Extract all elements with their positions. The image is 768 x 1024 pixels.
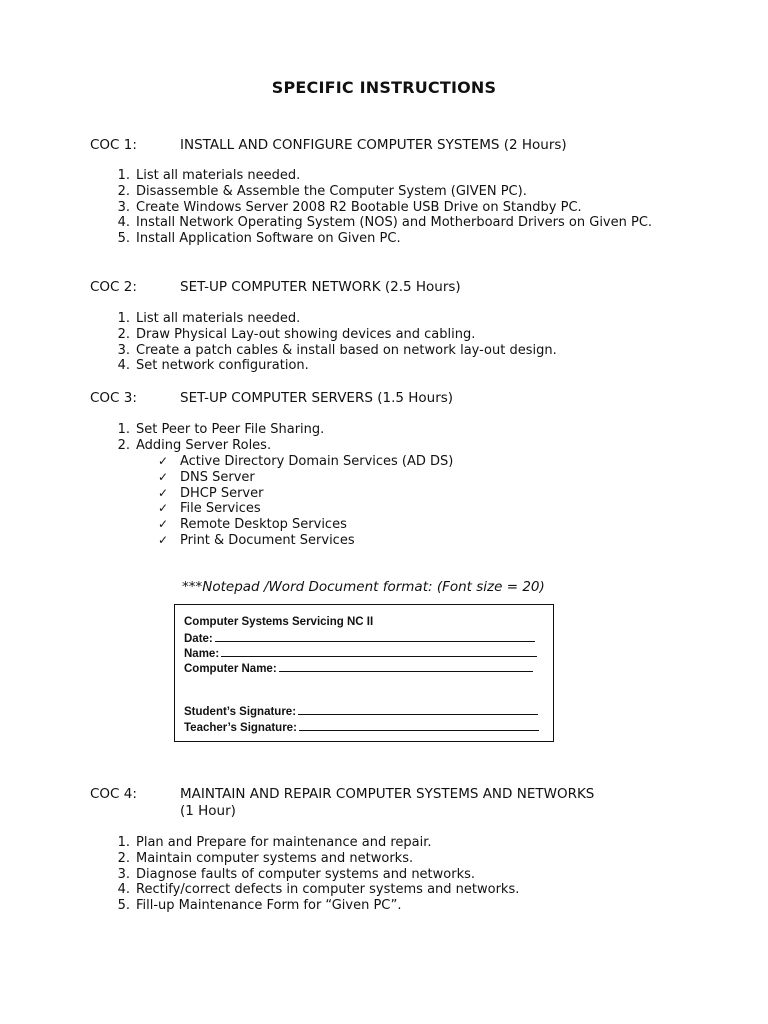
coc3-name: SET-UP COMPUTER SERVERS (1.5 Hours): [180, 390, 454, 406]
list-item: 3. Create a patch cables & install based on network lay-out design.: [117, 342, 557, 358]
list-item: 5. Fill-up Maintenance Form for “Given PC”.: [117, 898, 402, 914]
form-name-line: Name:: [184, 646, 537, 660]
blank-line: [221, 646, 537, 657]
coc3-list: [110, 422, 324, 454]
list-item: 2. Draw Physical Lay-out showing devices and cabling.: [117, 326, 476, 342]
form-student-signature-line: Student’s Signature:: [184, 704, 538, 718]
coc4-list: [110, 835, 519, 914]
coc2-name: SET-UP COMPUTER NETWORK (2.5 Hours): [180, 279, 461, 295]
list-item: ✓ File Services: [158, 501, 261, 517]
list-item: ✓ Active Directory Domain Services (AD DS): [158, 454, 454, 469]
list-item: 5. Install Application Software on Given PC.: [117, 231, 401, 247]
page-title: SPECIFIC INSTRUCTIONS: [271, 78, 497, 97]
form-computer-name-line: Computer Name:: [184, 661, 533, 675]
blank-line: [279, 661, 533, 672]
coc4-name: MAINTAIN AND REPAIR COMPUTER SYSTEMS AND NETWORKS (1 Hour): [180, 786, 595, 819]
list-item: 1. List all materials needed.: [117, 311, 301, 326]
blank-line: [299, 720, 539, 731]
list-item: 1. Plan and Prepare for maintenance and repair.: [117, 835, 432, 850]
format-note: ***Notepad /Word Document format: (Font size = 20): [182, 579, 545, 595]
list-item: 4. Install Network Operating System (NOS) and Motherboard Drivers on Given PC.: [117, 215, 653, 231]
form-teacher-signature-line: Teacher’s Signature:: [184, 720, 539, 734]
list-item: ✓ Print & Document Services: [158, 532, 355, 548]
coc2-list: [110, 311, 557, 374]
checkmark-icon: ✓: [158, 469, 169, 484]
list-item: 3. Diagnose faults of computer systems and networks.: [117, 866, 476, 882]
form-date-line: Date:: [184, 631, 535, 645]
coc1-name: INSTALL AND CONFIGURE COMPUTER SYSTEMS (2 Hours): [180, 137, 567, 153]
list-item: 2. Adding Server Roles.: [117, 437, 272, 453]
checkmark-icon: ✓: [158, 517, 169, 532]
server-roles-list: [158, 454, 453, 549]
list-item: 1. List all materials needed.: [117, 168, 301, 183]
checkmark-icon: ✓: [158, 532, 169, 547]
list-item: ✓ Remote Desktop Services: [158, 517, 347, 533]
list-item: 4. Set network configuration.: [117, 358, 309, 374]
coc2-number: COC 2:: [90, 279, 137, 295]
list-item: 2. Maintain computer systems and networks.: [117, 850, 414, 866]
form-heading: Computer Systems Servicing NC II: [184, 616, 374, 628]
coc3-number: COC 3:: [90, 390, 137, 406]
blank-line: [298, 704, 538, 715]
list-item: 2. Disassemble & Assemble the Computer System (GIVEN PC).: [117, 183, 527, 199]
form-template-box: [174, 604, 554, 742]
list-item: ✓ DNS Server: [158, 469, 255, 485]
list-item: 1. Set Peer to Peer File Sharing.: [117, 422, 325, 437]
checkmark-icon: ✓: [158, 485, 169, 500]
coc4-number: COC 4:: [90, 786, 137, 802]
blank-line: [215, 631, 535, 642]
list-item: ✓ DHCP Server: [158, 485, 264, 501]
checkmark-icon: ✓: [158, 454, 169, 468]
list-item: 3. Create Windows Server 2008 R2 Bootable USB Drive on Standby PC.: [117, 199, 582, 215]
coc1-number: COC 1:: [90, 137, 137, 153]
list-item: 4. Rectify/correct defects in computer systems and networks.: [117, 882, 520, 898]
checkmark-icon: ✓: [158, 501, 169, 516]
coc1-list: [110, 168, 652, 247]
